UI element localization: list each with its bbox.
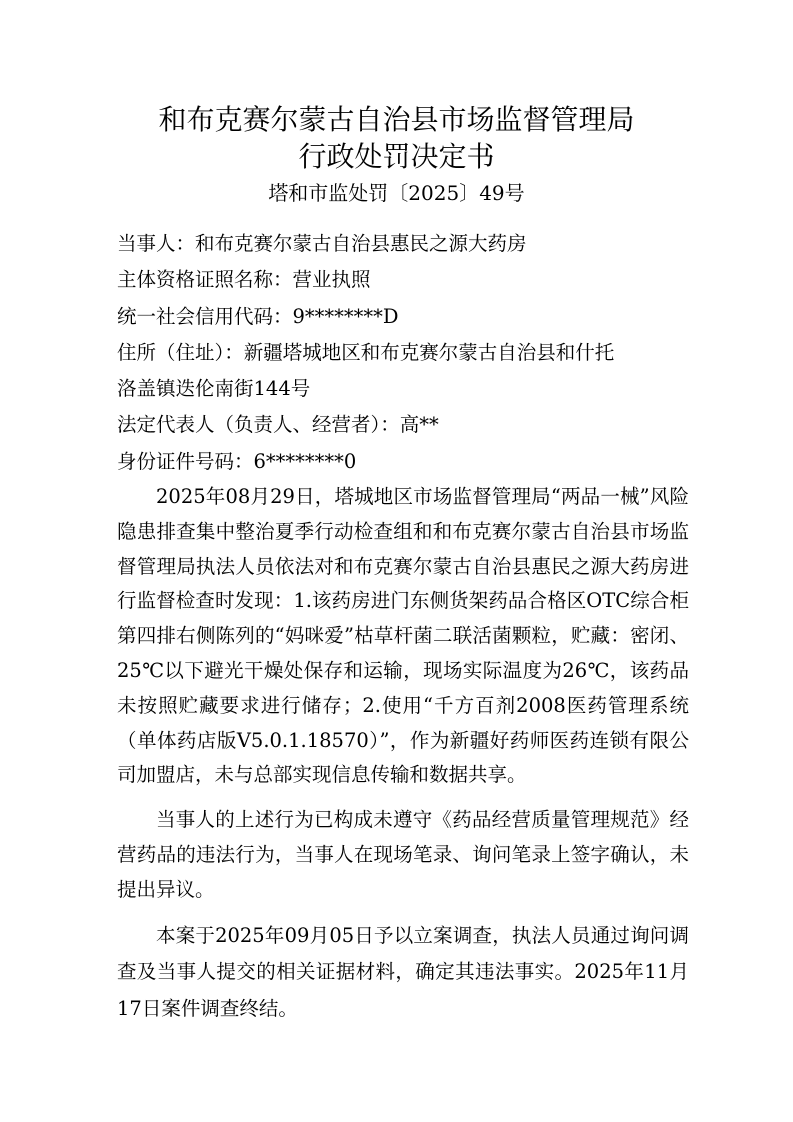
address-line-1: 住所（住址）：新疆塔城地区和布克赛尔蒙古自治县和什托 [117, 340, 615, 364]
case-paragraph: 本案于2025年09月05日予以立案调查，执法人员通过询问调查及当事人提交的相关证据材料，确定其违法事实。2025年11月17日案件调查终结。 [117, 923, 689, 1021]
document-body [117, 226, 689, 1028]
license-name-line: 主体资格证照名称：营业执照 [117, 268, 371, 292]
paragraph-spacer [117, 793, 689, 803]
id-number-line: 身份证件号码：6********0 [117, 449, 357, 473]
document-number: 塔和市监处罚〔2025〕49号 [268, 181, 525, 205]
facts-paragraph: 2025年08月29日，塔城地区市场监督管理局“两品一械”风险隐患排查集中整治夏季行动检查组和和布克赛尔蒙古自治县市场监督管理局执法人员依法对和布克赛尔蒙古自治县惠民之源大药房进行监督检查时发现：1.该药房进门东侧货架药品合格区OTC综合柜第四排右侧陈列的“妈咪爱”枯草杆菌二联活菌颗粒，贮藏：密闭、25℃以下避光干燥处保存和运输，现场实际温度为26℃，该药品未按照贮藏要求进行储存；2.使用“千方百剂2008医药管理系统（单体药店版V5.0.1.18570）”，作为新疆好药师医药连锁有限公司加盟店，未与总部实现信息传输和数据共享。 [117, 485, 689, 787]
legal-representative-line: 法定代表人（负责人、经营者）：高** [117, 413, 439, 437]
violation-paragraph: 当事人的上述行为已构成未遵守《药品经营质量管理规范》经营药品的违法行为，当事人在现场笔录、询问笔录上签字确认，未提出异议。 [117, 808, 689, 901]
document-title-line2: 行政处罚决定书 [298, 140, 495, 173]
document-title-line1: 和布克赛尔蒙古自治县市场监督管理局 [158, 103, 635, 136]
paragraph-spacer [117, 908, 689, 918]
party-name-line: 当事人：和布克赛尔蒙古自治县惠民之源大药房 [117, 232, 527, 255]
credit-code-line: 统一社会信用代码：9********D [117, 304, 399, 328]
address-line-2: 洛盖镇迭伦南街144号 [117, 377, 311, 401]
